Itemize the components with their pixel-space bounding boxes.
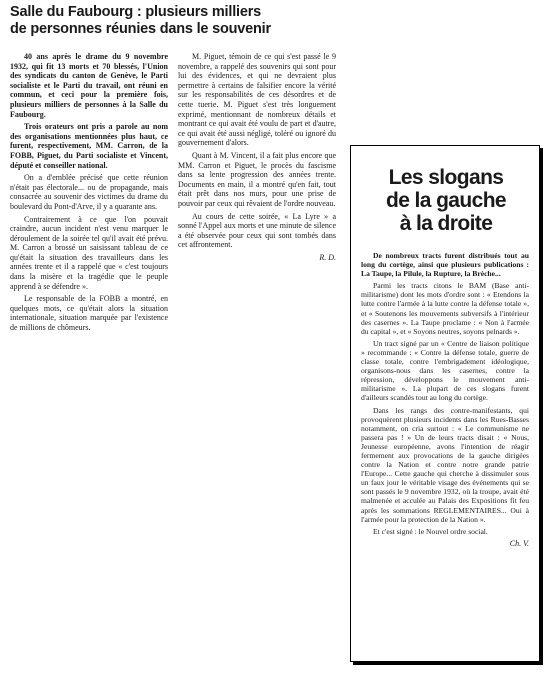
article-paragraph: M. Piguet, témoin de ce qui s'est passé le 9 novembre, a rappelé des souvenirs qui sont pour lui des évidences, et qui ne devraient plus permettre à certains de falsifier encore la vérité sur les responsabilités de ces désordres et de cette tuerie. M. Piguet s'est très longuement exprimé, mentionnant de nombreux détails et montrant ce qui avait été voulu de part et d'autre, ce qui avait été aussi négligé, toléré ou ignoré du gouvernement d'alors. bbox=[178, 52, 336, 148]
sidebar-lead-paragraph: De nombreux tracts furent distribués tout au long du cortège, ainsi que plusieurs publications : La Taupe, la Pilule, la Rupture, la Brèche... bbox=[361, 251, 529, 279]
article-column-2 bbox=[178, 52, 336, 262]
sidebar-signature: Ch. V. bbox=[509, 538, 529, 548]
headline-line-1: Salle du Faubourg : plusieurs milliers bbox=[10, 4, 262, 20]
article-paragraph: Au cours de cette soirée, « La Lyre » a sonné l'Appel aux morts et une minute de silence a été observée pour ceux qui sont tombés dans cet affrontement. bbox=[178, 211, 336, 250]
article-signature: R. D. bbox=[319, 252, 336, 262]
sidebar-title-line-3: à la droite bbox=[399, 212, 493, 235]
article-paragraph: Trois orateurs ont pris a parole au nom des organisations mentionnées plus haut, ce furent, respectivement, MM. Carron, de la FOBB, Piguet, du Parti socialiste et Vincent, député et conseiller national. bbox=[10, 122, 168, 170]
article-paragraph: On a d'emblée précisé que cette réunion n'était pas électorale... ou de propagande, mais consacrée au souvenir des victimes du drame du boulevard du Pont-d'Arve, il y a quarante ans. bbox=[10, 173, 168, 211]
article-lead-paragraph: 40 ans après le drame du 9 novembre 1932, qui fit 13 morts et 70 blessés, l'Union des syndicats du canton de Genève, le Parti socialiste et le Parti du travail, ont réuni en commun, et ceci pour la première fois, plusieurs milliers de personnes à la Salle du Faubourg. bbox=[10, 52, 168, 119]
sidebar-paragraph: Parmi les tracts citons le BAM (Base anti-militarisme) dont les mots d'ordre sont : « Etendons la lutte contre l'armée à la lutte contre la défense totale », et « Soutenons les mouvements subversifs à l'intérieur des casernes ». La Taupe proclame : « Non à l'armée du capital », et « Soyons neutres, soyons pelnards ». bbox=[361, 281, 529, 336]
sidebar-title bbox=[361, 166, 531, 235]
headline-line-2: de personnes réunies dans le souvenir bbox=[10, 21, 271, 37]
sidebar-title-line-1: Les slogans bbox=[388, 166, 504, 189]
sidebar-box bbox=[350, 145, 540, 662]
sidebar-body bbox=[361, 251, 529, 548]
article-headline bbox=[10, 4, 355, 38]
sidebar-paragraph: Un tract signé par un « Centre de liaison politique » recommande : « Contre la défense totale, guerre de classe totale, contre l'embrigadement idéologique, organisons-nous dans les casernes, contre la répression, développons le mouvement anti-militarisme ». La plupart de ces slogans furent d'ailleurs scandés tout au long du cortège. bbox=[361, 338, 529, 403]
article-paragraph: Le responsable de la FOBB a montré, en quelques mots, ce qu'était alors la situation internationale, situation marquée par l'existence de millions de chômeurs. bbox=[10, 294, 168, 333]
sidebar-title-line-2: de la gauche bbox=[385, 189, 506, 212]
sidebar-paragraph: Et c'est signé : le Nouvel ordre social. bbox=[373, 526, 488, 536]
article-column-1 bbox=[10, 52, 168, 336]
article-paragraph: Quant à M. Vincent, il a fait plus encore que MM. Carron et Piguet, le procès du fascisme dans sa lente progression des années trente. Documents en main, il a montré qu'en fait, tout était prêt dans nos murs, pour une prise de pouvoir par ceux qui rêvaient de l'ordre nouveau. bbox=[178, 150, 336, 208]
article-paragraph: Contrairement à ce que l'on pouvait craindre, aucun incident n'est venu marquer le déroulement de la soirée tel qu'il avait été prévu. M. Carron a brossé un saisissant tableau de ce qu'était la situation des travailleurs dans les années trente et il a rappelé que « c'est toujours dans la misère et la tragédie que le peuple apprend à se défendre ». bbox=[10, 214, 168, 291]
sidebar-paragraph: Dans les rangs des contre-manifestants, qui provoquèrent plusieurs incidents dans les Rues-Basses notamment, on cria surtout : « Le communisme ne passera pas ! » Un de leurs tracts disait : « Nous, Jeunesse européenne, avons l'intention de réagir fermement aux provocations de la gauche dirigées contre la Nation et contre notre grande patrie l'Europe... Cette gauche qui cherche à dissimuler sous un faux jour le véritable visage des événements qui se sont passés le 9 novembre 1932, où la troupe, avait été malmenée et acculée au Palais des Expositions fit feu après les sommations REGLEMENTAIRES... Oui à l'armée pour la protection de la Nation ». bbox=[361, 405, 529, 524]
